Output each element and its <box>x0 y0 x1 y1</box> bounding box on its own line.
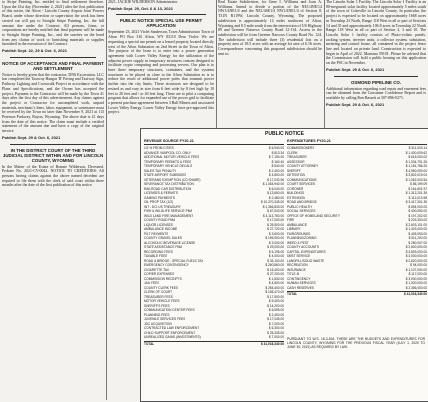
notice-body: Additional information regarding road repair and easement fees can be obtained from the Consumer Confidence Report and is available by calling Ron Bassett at 307-886-0271. <box>326 86 426 100</box>
revenue-item-amount: $ 2,400.00 <box>268 168 284 173</box>
revenue-item-amount: $ 9,400.00 <box>268 299 284 303</box>
revenue-item-amount: $ 1,064,940.00 <box>262 182 284 186</box>
revenue-item-amount: $ 196,900.00 <box>265 236 284 240</box>
expenditure-item-amount: $ 203,300.00 <box>408 218 427 222</box>
revenue-item-amount: $ 1,366,833.00 <box>262 204 284 209</box>
expenditure-item-amount: $ 311,003.14 <box>408 146 427 150</box>
expenditure-item-name: CLERK <box>287 150 298 155</box>
expenditure-item-amount: $ 4,960,090.00 <box>405 168 427 173</box>
expenditure-header-label: EXPENDITURES FY20-21 <box>287 139 331 143</box>
revenue-item-amount: $ 6,940.00 <box>268 146 284 150</box>
expenditure-item-name: TOTAL <box>287 292 298 296</box>
expenditure-item-name: BUILDINGS <box>287 191 305 195</box>
expenditure-item-amount: $ 1,107,000.00 <box>405 267 427 272</box>
notice-body: Notice is hereby given that the contractor, DNS Excavation, LLC has completed the Taxiway Hangar 'B' Paving and Taxiway Sign, Pathway Lighting and Crosswalk Project in accordance with the Plans and Specifications, and the Owner has accepted the project. Payment to the Contractor will be made by the Town 41 days after the first day of this advertisement. Any claims against the project or Contractor for uncompleted work, unpaid materials, mechanic's liens, labor, equipment, or sustenance must be received by the Town no later than November 9, 2021 at 113 Peterson Parkway, Bayon, Wyoming. The above date is 41 days from the date of this notice. The claim must include a verified statement of the amount due and have a copy of the original invoice. <box>2 72 104 134</box>
expenditure-item-name: CONTINGENCY <box>287 276 311 281</box>
revenue-item-name: LICENSES & PERMITS <box>144 191 178 195</box>
revenue-total-row <box>144 341 284 347</box>
expenditure-item-amount: $ 911,200.00 <box>408 236 427 240</box>
expenditure-item-amount: $ 1,062,003.54 <box>405 177 427 182</box>
expenditure-item-amount: $ 2,356,000.00 <box>405 285 427 290</box>
expenditure-item-amount: $ 1,034,791.26 <box>405 159 427 164</box>
expenditure-item-name: COURT SERVICES <box>287 182 316 186</box>
expenditure-table <box>287 139 427 297</box>
revenue-item-amount: $ 29,000.00 <box>267 245 284 249</box>
revenue-item-amount: $ 7,150.00 <box>268 155 284 159</box>
expenditure-item-amount: $ 1,000,000.00 <box>405 281 427 285</box>
revenue-item-name: TOTAL <box>144 341 155 346</box>
revenue-item-amount: $ 4,113,760.00 <box>262 213 284 218</box>
revenue-item-amount: $ 6,195.00 <box>268 249 284 254</box>
expenditure-item-amount: $ 694,000.00 <box>408 204 427 209</box>
revenue-item-name: JUVENILE SERVICES FEES <box>144 317 186 321</box>
revenue-item-name: COPIER EXPENSES <box>144 272 175 276</box>
divider <box>10 144 96 145</box>
revenue-item-name: FISH & WILDLIFE SERVICE PMA <box>144 209 193 213</box>
revenue-item-name: RECORDING FEES <box>144 249 173 254</box>
expenditure-item-amount: $ 94,000.00 <box>410 263 427 267</box>
revenue-item-amount: $ 13,650.00 <box>267 191 284 195</box>
revenue-item-name: AMBULANCE INCOME <box>144 227 178 231</box>
revenue-item-amount: $ 25,335.00 <box>267 330 284 335</box>
revenue-item-name: GAMING PAYMENTS <box>144 195 175 200</box>
revenue-item-name: PILT PAYMENTS <box>144 231 169 236</box>
revenue-item-amount: $ 17,000.00 <box>267 218 284 222</box>
revenue-item-name: COMMUNICATION CENTER FEES <box>144 308 195 312</box>
expenditure-item-amount: $ 400,050.00 <box>408 209 427 213</box>
expenditure-item-amount: $ 280,007.00 <box>408 240 427 245</box>
expenditure-item-name: FIRE <box>287 218 295 222</box>
expenditure-item-name: CAPITAL EXPENDITURES <box>287 249 326 254</box>
notice-body: September 23, 2021 Violet Sanderson, Town Administrator Town of Afton PO Box 310 Afton, WY 83110 Dear Violet: We are requesting a special use permit on a leased property located directly west of the Afton Substation on 2nd Street in the Town of Afton. The purpose of the lease is to enter into a power generation agreement with Lower Valley Energy for the utilization of the adjacent power supply in temporary structures custom designed to facilitate crypto computing and processing servers. Our plan is to have three temporary structures, containers, and the systems structures to be placed as close to the Afton Substation as is to reduce the reach of additional power poles that transmit power further into the city limits. These structures are designed to be resized as and vary in size from 6 feet wide by 8 feet high by 10 feet to 20 feet and / or 40 feet long. These are to pilot a computing program that allows for expanded use of the power grid to facilitate a present purchase agreement between 3 Bull Miners and associated Lower Valley Energy. Lower Valley Energy have pre-approved this project. <box>108 30 214 115</box>
expenditure-item-name: LIBRARY <box>287 227 301 231</box>
revenue-item-name: PLANNING FEES <box>144 312 170 317</box>
notice-body: In the Matter of the Estate of Ronnie Wilderson, Deceased. Probate No. 2021-CV-0042. NOTICE TO CREDITORS: All persons having claims against the above named decedent are required to file them with the clerk of said court within three months after the date of the first publication of this notice. <box>2 164 104 188</box>
expenditure-item-name: INSURANCE <box>287 267 306 272</box>
revenue-item-name: OIL PROP TAX (1/2) <box>144 200 174 204</box>
publish-line: Publish Sept. 29, Oct. 6 & 13, 2021 <box>108 5 173 11</box>
revenue-item-amount: $ 7,000.00 <box>268 321 284 326</box>
expenditure-item-name: AMBULANCE <box>287 222 307 227</box>
expenditure-item-name: TREASURER <box>287 155 307 159</box>
divider <box>334 76 418 77</box>
expenditure-item-amount: $ 161,601.97 <box>408 186 427 191</box>
revenue-item-amount: $ 160.40 <box>271 159 284 164</box>
revenue-item-name: LIQUOR LICENSES <box>144 222 173 227</box>
expenditure-item-name: WEED & PEST <box>287 240 309 245</box>
expenditure-item-name: ROAD AND BRIDGE <box>287 200 317 204</box>
revenue-item-amount: $ 6,300.00 <box>268 326 284 330</box>
revenue-item-name: CONTRACTED LAW ENFORCEMENT <box>144 326 200 330</box>
revenue-item-name: COMMISSION RECEIPTS <box>144 276 182 281</box>
revenue-item-amount: $ 17,045.00 <box>267 317 284 321</box>
notice-heading: OSMOND PIPELINE CO. <box>350 79 401 85</box>
publish-line: Publish Sept. 29 & Oct. 6, 2021 <box>326 101 385 107</box>
expenditure-item-name: TITLE III <box>287 272 300 276</box>
publish-line: Publish Sept. 29 & Oct. 6, 2021 <box>2 134 61 140</box>
expenditure-item-amount: $ 405,053.00 <box>408 231 427 236</box>
publish-line: Publish Sept. 22, 29 & Oct. 6, 2021 <box>2 48 67 54</box>
expenditure-rows <box>287 146 427 297</box>
notice-body: 2021. JACKIE WILDERSON Administrator <box>108 0 178 4</box>
expenditure-item-name: CASH RESERVES <box>287 285 315 290</box>
revenue-item-name: STATE AIRPORT SUBSIDIES <box>144 173 187 177</box>
revenue-item-amount: $ 813.34 <box>271 150 284 155</box>
revenue-table-header <box>144 139 284 145</box>
expenditure-item-name: DETENTION <box>287 173 306 177</box>
revenue-item-name: ROAD & BRIDGE - SPECIAL FUELS TAX <box>144 258 204 263</box>
revenue-item-amount: $ 2,480.00 <box>268 195 284 200</box>
revenue-item-name: CHILD SUPPORT ENFORCEMENT <box>144 330 196 335</box>
revenue-item-name: CIGARETTE TAX <box>144 267 170 272</box>
expenditure-item-amount: $ 1,400,009.62 <box>405 150 427 155</box>
revenue-item-amount: $ 10,370,345.00 <box>260 200 284 204</box>
expenditure-item-name: COUNTY ACCOUNTS <box>287 245 319 249</box>
revenue-item-amount: $ 1,830.00 <box>268 276 284 281</box>
revenue-table <box>144 139 284 346</box>
expenditure-item-name: FAIRGROUNDS <box>287 231 311 236</box>
revenue-item-amount: $ 4,800.00 <box>268 173 284 177</box>
revenue-header-label: REVENUE SOURCE FY20-21 <box>144 139 194 143</box>
revenue-rows <box>144 146 284 346</box>
revenue-item-amount: $ 25,500.00 <box>267 222 284 227</box>
expenditure-item-amount: $ 3,000,000.00 <box>405 254 427 258</box>
notice-body: The Lincoln Solar 1 Facility. The Lincoln Solar 1 Facility is an 80-megawatt solar facility located approximately 5 miles south of the town of Cokeville in Lincoln County. In particular, the project is expected to be located on approximately 1668 acres in Township 23 North, Range 118 West in all or part of Sections 14 and 35 and approximately 106.8 acres in Township 22 North Range 118 West in all or part of Section 2, 3 and 10. The Lincoln Solar 1 facility consists of Photo-voltaic panels, racking system, inverter units, a collector system, substation, metering and control house, all contained in the project fence line and located on private land. Construction is expected to begin in April of 2022. Montana 59101. Please be advised that the Commission will hold a public hearing on this application on the PSC in November. <box>326 0 426 66</box>
expenditure-item-amount: $ 2,600,000.00 <box>405 245 427 249</box>
expenditure-item-name: CORONER <box>287 186 304 191</box>
expenditure-item-amount: $ 3,417,301.35 <box>405 200 427 204</box>
revenue-item-name: SHERIFF'S FEES <box>144 303 170 308</box>
revenue-item-amount: $ 67,543.00 <box>267 209 284 213</box>
expenditure-item-amount: $ 3,693,000.00 <box>405 249 427 254</box>
revenue-item-amount: $ 17,030.96 <box>267 177 284 182</box>
divider <box>116 14 206 15</box>
expenditure-item-amount: $ 1,403,000.00 <box>405 227 427 231</box>
revenue-item-amount: $ 260,860.00 <box>265 263 284 267</box>
revenue-item-name: SEVERANCE TAX DISTRIBUTION <box>144 182 194 186</box>
budget-notice-box <box>140 128 428 402</box>
expenditure-item-name: HUMAN SERVICES <box>287 281 316 285</box>
revenue-item-amount: $ 17,500.00 <box>267 294 284 299</box>
revenue-item-amount: $ 14,200.00 <box>267 303 284 308</box>
revenue-item-name: ALCOHOLIC BEVERAGE LICENSE <box>144 240 196 245</box>
revenue-item-amount: $ 540.00 <box>271 164 284 168</box>
revenue-item-name: TREASURER FEES <box>144 294 173 299</box>
divider <box>10 57 96 58</box>
revenue-item-amount: $ 16,400.00 <box>267 267 284 272</box>
revenue-item-name: JAIL FEES <box>144 281 160 285</box>
revenue-item-name: INT - DCI US TREASURY <box>144 204 181 209</box>
notice-body: to Stripe Painting, Inc. entitled to final settlement therefore. Upon the 41st day (November 2, 2021) after the first publication of this notice, the Afton - Lincoln County Airport Joint Powers Board, under whose direction or supervision the work has been carried out will pay to Straight Stripe Painting, Inc. the full amount due under the Contract. All persons, firms, or corporations are hereby notified that final payment will be made to Straight Stripe Painting, Inc., and the sureties on the bond from any claims of work or furnishing materials or supplies furnished in the execution of the Contract. <box>2 0 104 47</box>
revenue-item-name: JDC ACQUISITION <box>144 321 172 326</box>
revenue-item-name: STATE ASSISTANCE PMA <box>144 245 183 249</box>
revenue-item-name: COUNTY CLERK FEES <box>144 285 179 290</box>
revenue-item-name: 1/2 % FROM CITIES <box>144 146 174 150</box>
revenue-item-amount: $ 4,000.00 <box>268 254 284 258</box>
revenue-item-name: TEMPORARY PERMITS & FEES <box>144 159 192 164</box>
revenue-item-amount: $ 33,100.00 <box>267 258 284 263</box>
revenue-item-amount: $ 27,720.00 <box>267 227 284 231</box>
revenue-item-amount: $ 6,043.00 <box>268 186 284 191</box>
expenditure-item-amount: $ 41,016,340.00 <box>403 292 427 296</box>
revenue-item-amount: $ 6,595.00 <box>268 308 284 312</box>
expenditure-row <box>287 286 427 291</box>
expenditure-item-amount: $ 86,199.09 <box>410 182 427 186</box>
revenue-item-name: COUNTY ROAD PMA <box>144 218 176 222</box>
budget-notice-title: PUBLIC NOTICE <box>265 131 304 137</box>
expenditure-item-name: SOCIAL SERVICES <box>287 209 316 213</box>
expenditure-item-amount: $ 1,312,201.35 <box>405 191 427 195</box>
column-rule <box>106 0 107 400</box>
notice-heading: IN THE DISTRICT COURT OF THE THIRD JUDICIAL DISTRICT WITHIN AND FOR LINCOLN COUNTY, WYOMING <box>2 147 104 163</box>
revenue-item-name: WILD LAND FIRE MANAGEMENT <box>144 213 194 218</box>
expenditure-item-name: PLANNING/ZONING <box>287 236 317 240</box>
notice-heading: PUBLIC NOTICE SPECIAL USE PERMIT APPLICATION <box>119 18 203 29</box>
revenue-item-name: ADVANCE VANPOOL CO. ONLY <box>144 150 191 155</box>
revenue-item-name: CLERK OF COURT <box>144 290 173 294</box>
expenditure-item-amount: $ 2,603,101.00 <box>405 222 427 227</box>
expenditure-item-name: LANDFILL/SOLID WASTE <box>287 258 325 263</box>
revenue-item-name: SALES TAX PENALTY <box>144 168 177 173</box>
expenditure-item-name: COMMUNICATIONS <box>287 177 317 182</box>
expenditure-item-name: PUBLIC HEALTH <box>287 204 312 209</box>
revenue-item-name: VETERANS EXEMPTION (CO SHARE) <box>144 177 201 182</box>
revenue-item-amount: $ 41,016,340.00 <box>260 341 284 346</box>
publish-line: Publish Sept. 29 & Oct. 6, 2021 <box>326 66 385 72</box>
revenue-item-amount: $ 2,400.00 <box>268 312 284 317</box>
expenditure-total-row <box>287 291 427 297</box>
expenditure-item-name: DEBT SERVICE <box>287 254 311 258</box>
notice-body: Real Estate Subdivision, for Gene I. Williams and Joan A. Williams. Intend to divide a portion of the NE1/4NE1/4 NW1/4NE1/4 and the NE1/4SE1/4 NW1/4NE1/4 of Section 8, T31N R119W, Lincoln County, Wyoming. The proposed subdivision is approximately 14 miles northwest of Afton, Wyoming and 8.5 mile south from the intersection of US Highway 89 and Greener Narrows County Road 12-134. Access to the subdivision will be from Greener Narrows County Road No. 124. The subdivision will include three (3) residential lots on a property area of 18.5 acres with an average lot area of 6.16 acres. Correspondence concerning this proposed subdivision should be sent to: <box>218 0 322 56</box>
expenditure-item-amount: $ 615,000.02 <box>408 155 427 159</box>
expenditure-item-amount: $ 3,000,000.00 <box>405 276 427 281</box>
revenue-item-amount: $ 7,000.00 <box>268 335 284 339</box>
revenue-item-name: MOTOR VEHICLE FEES <box>144 299 180 303</box>
expenditure-item-name: OFFICE OF HOMELAND SECURITY <box>287 213 340 218</box>
expenditure-item-name: COMMISSIONERS <box>287 146 315 150</box>
expenditure-item-name: SHERIFF <box>287 168 301 173</box>
revenue-item-amount: $ 3,000.00 <box>268 240 284 245</box>
expenditure-item-amount: $ 1,181,786.20 <box>405 164 427 168</box>
expenditure-item-name: ASSESSOR <box>287 159 305 164</box>
budget-footer-text: PURSUANT TO W.S. 18-3-516, THESE ARE THE BUDGETS AND EXPENDITURES FOR LINCOLN COUNTY, WYOMING FOR THE PREVIOUS FISCAL YEAR (JULY 1, 2020 TO JUNE 30, 2021) AS REQUIRED BY LAW. <box>287 337 425 350</box>
expenditure-table-header <box>287 139 427 145</box>
expenditure-item-amount: $ 112,013.98 <box>408 195 427 200</box>
revenue-item-name: ADDITIONAL MOTOR VEHICLE FEES <box>144 155 200 159</box>
revenue-item-name: UNREALIZED GAINS (INVESTMENTS) <box>144 335 201 339</box>
revenue-item-amount: $ 265,400.00 <box>265 285 284 290</box>
revenue-item-name: RAILROAD CAR DISTRIBUTION <box>144 186 192 191</box>
expenditure-item-name: EXTENSION <box>287 195 306 200</box>
expenditure-item-amount: $ 197,202.00 <box>408 213 427 218</box>
revenue-item-amount: $ 4,800.00 <box>268 281 284 285</box>
expenditure-item-name: COUNTY ATTORNEY <box>287 164 319 168</box>
expenditure-item-amount: $ 117,000.00 <box>408 272 427 276</box>
notice-heading: NOTICE OF ACCEPTANCE AND FINAL PAYMENT AND SETTLEMENT <box>2 60 104 71</box>
column-1 <box>2 0 104 400</box>
revenue-item-amount: $ 155,470.00 <box>265 290 284 294</box>
expenditure-item-name: RECREATION <box>287 263 308 267</box>
expenditure-item-amount: $ 3,802,019.04 <box>405 173 427 177</box>
revenue-item-name: TEMPORARY VEHICLE DECALS <box>144 164 193 168</box>
revenue-item-name: TAXABLE FEES <box>144 254 168 258</box>
revenue-item-name: COUNTY GRAVEL SALES <box>144 236 183 240</box>
revenue-item-name: EMERGENCY CONTINGENCY <box>144 263 189 267</box>
expenditure-item-amount: $ 2,620,000.00 <box>405 258 427 263</box>
revenue-row <box>144 335 284 340</box>
revenue-item-amount: $ 27,200.00 <box>267 272 284 276</box>
revenue-item-amount: $ 3,600.00 <box>268 231 284 236</box>
